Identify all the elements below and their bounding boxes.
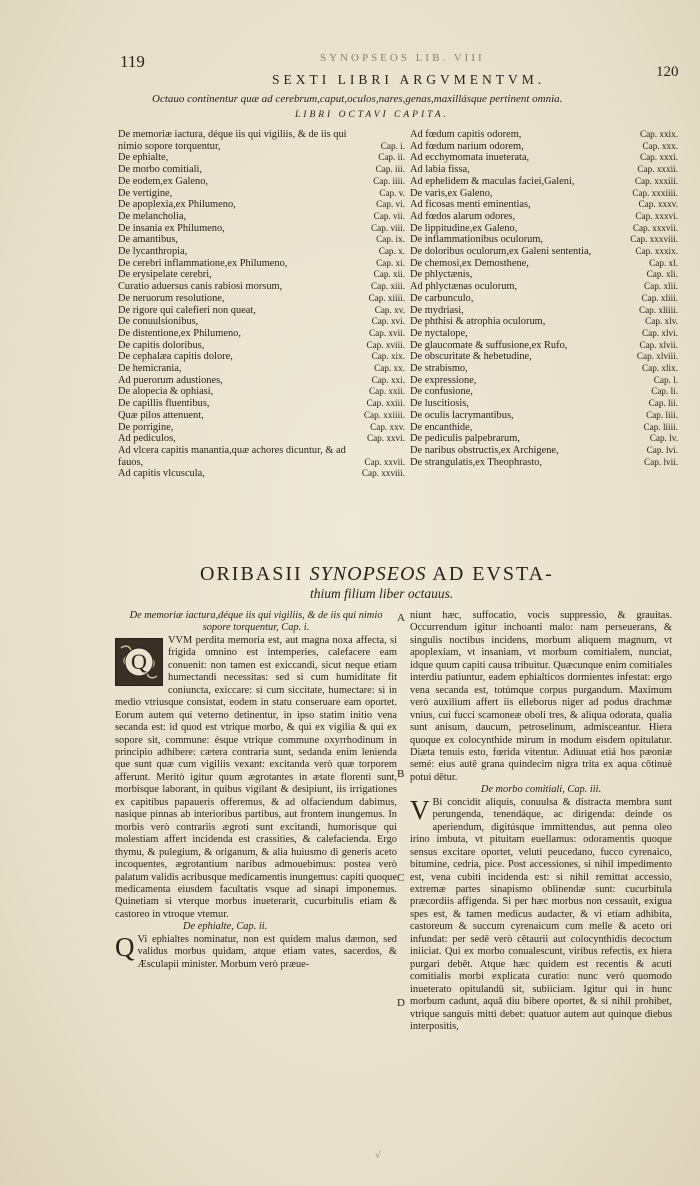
toc-entry <box>410 445 678 457</box>
toc-entry <box>118 141 405 153</box>
toc-entry-chapter: Cap. x. <box>378 246 405 257</box>
toc-entry-chapter: Cap. xlix. <box>642 363 678 374</box>
toc-entry-title: De cerebri inflammatione,ex Philumeno, <box>118 257 288 269</box>
book-title <box>200 563 554 586</box>
toc-entry-title: Ad ephelidem & maculas faciei,Galeni, <box>410 175 575 187</box>
chapter-2-heading: De ephialte, Cap. ii. <box>183 921 268 933</box>
page-number-left: 119 <box>120 52 145 71</box>
toc-entry-title: De morbo comitiali, <box>118 164 202 176</box>
toc-entry-title: De melancholia, <box>118 210 187 222</box>
toc-entry <box>118 176 405 188</box>
toc-entry-title: De alopecia & ophiasi, <box>118 386 214 398</box>
toc-entry-title: Ad capitis vlcuscula, <box>118 468 205 480</box>
toc-entry-title: Ad labia fissa, <box>410 164 470 176</box>
toc-entry-title: Ad fœdum capitis odorem, <box>410 129 522 140</box>
toc-entry-title: De doloribus oculorum,ex Galeni sententia, <box>410 246 592 258</box>
toc-entry-title: De vertigine, <box>118 187 173 199</box>
toc-entry <box>410 398 678 410</box>
toc-entry-chapter: Cap. vi. <box>376 199 405 210</box>
toc-entry <box>410 351 678 363</box>
toc-entry-chapter: Cap. xxx. <box>642 140 678 151</box>
toc-entry-chapter: Cap. xv. <box>374 304 405 315</box>
toc-entry-chapter: Cap. xxvii. <box>364 456 405 467</box>
chapter-3-body <box>410 794 672 1034</box>
toc-entry-chapter: Cap. xxxiii. <box>634 175 678 186</box>
toc-entry-title: De pediculis palpebrarum, <box>410 433 520 445</box>
toc-entry-chapter: Cap. xii. <box>373 269 405 280</box>
toc-entry <box>410 258 678 270</box>
toc-entry <box>410 316 678 328</box>
toc-entry-chapter: Cap. lv. <box>649 433 678 444</box>
toc-entry-title: De cephalæa capitis dolore, <box>118 351 233 363</box>
toc-entry <box>118 316 405 328</box>
toc-entry <box>118 164 405 176</box>
toc-entry-chapter: Cap. xxxviii. <box>630 234 678 245</box>
toc-entry-chapter: Cap. lii. <box>648 398 678 409</box>
toc-entry-chapter: Cap. xxxii. <box>637 164 678 175</box>
toc-entry-chapter: Cap. xxxvi. <box>635 210 678 221</box>
toc-entry-chapter: Cap. lvii. <box>644 456 678 467</box>
toc-entry-chapter: Cap. xxix. <box>639 129 678 139</box>
toc-entry <box>118 375 405 387</box>
toc-entry-title: De glaucomate & suffusione,ex Rufo, <box>410 339 568 351</box>
toc-entry-title: Ad fœdum narium odorem, <box>410 140 524 152</box>
toc-entry-title: De ephialte, <box>118 152 169 164</box>
toc-entry <box>118 351 405 363</box>
toc-entry-title: Ad ecchymomata inueterata, <box>410 152 530 164</box>
toc-entry-title: De chemosi,ex Demosthene, <box>410 257 529 269</box>
toc-entry-title: nimio sopore torquentur, <box>118 140 221 152</box>
toc-entry-title: Ad pediculos, <box>118 433 176 445</box>
toc-entry-title: De amantibus, <box>118 234 179 246</box>
toc-entry-chapter: Cap. v. <box>379 187 405 198</box>
table-of-contents-right <box>410 129 678 468</box>
toc-entry-chapter: Cap. l. <box>653 374 678 385</box>
toc-entry-title: De luscitiosis, <box>410 398 469 410</box>
toc-entry-title: De hemicrania, <box>118 363 182 375</box>
chapter-1-heading: De memoriæ iactura,déque iis qui vigiliis, & de iis qui nimio sopore torquentur, Cap. i. <box>129 610 383 634</box>
toc-entry <box>410 234 678 246</box>
toc-entry-chapter <box>399 129 405 141</box>
toc-entry <box>118 152 405 164</box>
toc-entry <box>410 433 678 445</box>
chapter-3-text: Bi concidit aliquis, conuulsa & distracta membra sunt perungenda, tenendáque, ac dirigenda: deinde os aperiendum, digitúsque immittendus, aut penna oleo irino imbuta, vt pituitam euellamus: odoramentis quoque sensus excitare oportet, veluti peucedano, fucco cyrenaico, bitumine, cedria, pice. Post accessiones, si nihil impedimento est, vena cubiti incidenda est: si nihil remittat accessio, extremæ partes sinapismo oblinendæ sunt: cucurbitula præcordiis affigenda. Si per hæc morbus non cessauit, exigua spes est, & tamen medicus audacter, & vi etiam adhibita, castoreum & succum cyrenaicum cum melle & aceto ori infundat: per sedē verò cētaurii aut colocynthidis decoctum iniiciat. Qui ex morbo conualescunt, viribus refectis, ex hiera purgari debēt. Atque hæc quidem est recentis & acuti comitialis morbi explicata curatio: nunc verò quomodo inueterato opitulandū sit, subiiciam. Igitur qui in hunc morbum cadunt, aquā diu bibere oportet, & si nihil prohibet, vtrique sanguis mitti debet: quatuor autem aut quinque diebus interpositis, <box>410 796 672 1032</box>
toc-entry-chapter: Cap. xlvi. <box>642 327 678 338</box>
toc-entry-chapter: Cap. xxxvii. <box>632 222 678 233</box>
toc-entry-chapter: Cap. xxi. <box>371 374 405 385</box>
toc-entry <box>410 340 678 352</box>
toc-entry <box>118 457 405 469</box>
toc-entry-title: De apoplexia,ex Philumeno, <box>118 199 236 211</box>
toc-entry <box>118 129 405 141</box>
toc-entry <box>118 410 405 422</box>
toc-entry <box>410 199 678 211</box>
toc-entry <box>410 457 678 469</box>
toc-entry-title: De insania ex Philumeno, <box>118 222 225 234</box>
toc-entry-chapter: Cap. xxxix. <box>635 246 678 257</box>
toc-entry-title: De capitis doloribus, <box>118 339 205 351</box>
page-number-right: 120 <box>656 64 679 80</box>
argument-intro: Octauo continentur quæ ad cerebrum,caput,oculos,nares,genas,maxillásque pertinent omnia. <box>152 93 563 105</box>
chapter-2-body <box>115 931 397 971</box>
toc-entry-title: De naribus obstructis,ex Archigene, <box>410 444 559 456</box>
toc-entry-chapter: Cap. xxii. <box>369 386 405 397</box>
toc-entry-title: Ad phlyctænas oculorum, <box>410 281 518 293</box>
toc-entry-chapter: Cap. xvii. <box>369 327 405 338</box>
toc-entry <box>410 164 678 176</box>
toc-entry-chapter: Cap. i. <box>380 140 405 151</box>
margin-letter-d: D <box>397 997 405 1009</box>
toc-entry-title: De porrigine, <box>118 421 174 433</box>
toc-entry-title: De inflammationibus oculorum, <box>410 234 544 246</box>
toc-entry-chapter <box>399 445 405 457</box>
toc-entry-title: Quæ pilos attenuent, <box>118 409 204 421</box>
margin-letter-a: A <box>397 612 405 624</box>
toc-entry <box>118 363 405 375</box>
toc-entry-chapter: Cap. xxxi. <box>639 152 678 163</box>
running-head: SYNOPSEOS LIB. VIII <box>320 52 485 64</box>
toc-entry-title: De oculis lacrymantibus, <box>410 409 514 421</box>
toc-entry <box>118 328 405 340</box>
toc-entry <box>118 234 405 246</box>
chapter-2-dropcap: Q <box>115 931 135 962</box>
toc-entry-title: De rigore qui calefieri non queat, <box>118 304 256 316</box>
toc-entry-title: De phlyctænis, <box>410 269 473 281</box>
toc-entry-chapter: Cap. xxvi. <box>366 433 405 444</box>
toc-entry <box>410 328 678 340</box>
toc-entry-title: De encanthide, <box>410 421 473 433</box>
title-synopseos: SYNOPSEOS <box>309 563 427 585</box>
toc-entry <box>410 363 678 375</box>
chapter-1-text: VVM perdita memoria est, aut magna noxa affecta, si frigida omnino est intemperies, calefacere eam conuenit: non tamen est exiccandi, sicut neque etiam humectandi necessitas: sed si cum humiditate fit coniuncta, exiccare: si cum siccitate, humectare: si in medio vtriusque consistat, eodem in statu conseruare eam oportet. Eorum autem qui veterno detinentur, in ipso statim initio vena secanda est: id quod est vtrique morbo, & qui ex vigilia & qui ex sopore sit, commune: ésque vtrique commune oxyrrhodinum in principio adhibere: cætera contraria sunt, sedanda enim lenienda que sunt quæ cum vigiliis vexant: excitanda verò quæ torporem afferunt. Meritò igitur quum ægrotantes in ætate florenti sunt, morbisque laborant, in quibus vigilant & desipiunt, iis irrigationes ex capitibus papaueris offeremus, & ad olfaciendum dabimus, nasique pinnas ab interioribus partibus, aut frontem inungemus. In morbis verò contrariis ægroti sunt excitandi, humorisque qui molestiam affert incidenda est crassities, & calefacienda. Ergo thymu, & pulegium, & origanum, & alia huiusmo di generis aceto incoquentes, ægrotantium naribus admouebimus: postea verò palatum validis acribusque medicamentis inungemus: capiti quoque medicamenta eiusdem facultatis vsque ad sinapi imponemus. Quinetiam si vterque morbus inueterarit, cucurbitulis etiam & castoreo in vtroque vtemur. <box>115 634 397 920</box>
toc-entry-chapter: Cap. xl. <box>649 257 678 268</box>
toc-entry-chapter: Cap. xlviii. <box>636 351 678 362</box>
toc-entry <box>118 468 405 480</box>
toc-entry-title: Ad ficosas menti eminentias, <box>410 199 531 211</box>
chapter-2-text: Vi ephialtes nominatur, non est quidem malus dæmon, sed validus morbus quidam, atque etiam vates, sacerdos, & Æsculapii minister. Morbum verò præue- <box>137 933 397 970</box>
toc-entry <box>118 223 405 235</box>
toc-entry <box>410 188 678 200</box>
ornate-dropcap <box>115 638 163 686</box>
toc-entry <box>410 269 678 281</box>
argument-title: SEXTI LIBRI ARGVMENTVM. <box>272 72 546 87</box>
toc-entry <box>118 386 405 398</box>
toc-entry <box>118 188 405 200</box>
toc-entry-chapter: Cap. li. <box>651 386 678 397</box>
chapters-heading: LIBRI OCTAVI CAPITA. <box>295 110 449 120</box>
toc-entry-title: De neruorum resolutione, <box>118 292 225 304</box>
chapter-3-heading: De morbo comitiali, Cap. iii. <box>480 784 602 796</box>
toc-entry <box>410 176 678 188</box>
toc-entry-title: Curatio aduersus canis rabiosi morsum, <box>118 281 283 293</box>
toc-entry <box>410 223 678 235</box>
toc-entry-title: De strabismo, <box>410 363 468 375</box>
toc-entry-chapter: Cap. viii. <box>371 222 405 233</box>
toc-entry-title: De capillis fluentibus, <box>118 398 210 410</box>
chapter-2-continued: niunt hæc, suffocatio, vocis suppressio, & grauitas. Occurrendum igitur inchoanti malo: nam perseuerans, & singulis noctibus incidens, morbum aliquem magnum, vt apoplexiam, vt insaniam, vt morbum comitialem, nunciat, idque quum capiti causa tribuitur. Quæcunque enim comitiales interdiu patiuntur, eadem ephialticos dormientes infestat: ergo vena secanda est, totúmque corpus purgandum. Maximum verò auxilium affert iis elleborus niger ad podus drachmæ vnius, cui fucci scamoneæ oboli tres, & aliqua odorata, qualia sunt anisum, daucum, petroselinum, admisceantur. Hiera quoque ex colocynthide mirum in modum eisdem opitulatur. Diæta tenuis esto, fœrida vitentur. Adiuuat etiá hos pæoniæ semé: eius autē grana quindecim nigra trita ex aqua cōtinuè potui dētur. <box>410 610 672 783</box>
toc-entry <box>118 305 405 317</box>
toc-entry-chapter: Cap. xxviii. <box>361 468 405 479</box>
toc-entry-chapter: Cap. xliiii. <box>638 304 678 315</box>
toc-entry-chapter: Cap. xvi. <box>371 316 405 327</box>
dropcap-ornament-icon <box>115 638 163 686</box>
toc-entry-title: De mydriasi, <box>410 304 464 316</box>
toc-entry <box>410 422 678 434</box>
toc-entry <box>410 386 678 398</box>
toc-entry-chapter: Cap. lvi. <box>646 444 678 455</box>
margin-letter-c: C <box>397 872 405 884</box>
toc-entry <box>410 246 678 258</box>
toc-entry <box>410 293 678 305</box>
toc-entry <box>410 129 678 141</box>
chapter-1-body <box>115 635 397 921</box>
dropcap-letter: Q <box>131 648 147 674</box>
toc-entry-chapter: Cap. xlvii. <box>639 339 678 350</box>
toc-entry-title: De lippitudine,ex Galeno, <box>410 222 518 234</box>
toc-entry <box>118 269 405 281</box>
toc-entry-chapter: Cap. xiii. <box>371 281 405 292</box>
toc-entry <box>410 211 678 223</box>
toc-entry-chapter: Cap. xliii. <box>641 292 678 303</box>
toc-entry-chapter: Cap. vii. <box>373 210 405 221</box>
table-of-contents-left <box>118 129 405 480</box>
toc-entry-title: De distentione,ex Philumeno, <box>118 327 241 339</box>
toc-entry <box>118 199 405 211</box>
toc-entry <box>118 445 405 457</box>
toc-entry-title: De strangulatis,ex Theophrasto, <box>410 456 542 468</box>
toc-entry-title: De expressione, <box>410 374 477 386</box>
toc-entry-chapter: Cap. xli. <box>646 269 678 280</box>
toc-entry <box>118 246 405 258</box>
toc-entry-chapter: Cap. xi. <box>376 257 405 268</box>
toc-entry-title: De varis,ex Galeno, <box>410 187 493 199</box>
toc-entry-title: De conuulsionibus, <box>118 316 199 328</box>
toc-entry <box>118 398 405 410</box>
toc-entry <box>118 433 405 445</box>
toc-entry <box>410 152 678 164</box>
toc-entry <box>118 293 405 305</box>
toc-entry-title: Ad fœdos alarum odores, <box>410 210 516 222</box>
toc-entry-chapter: Cap. xxxiiii. <box>632 187 678 198</box>
margin-letter-b: B <box>397 768 405 780</box>
toc-entry-title: De nyctalope, <box>410 327 468 339</box>
toc-entry-chapter: Cap. xviii. <box>366 339 405 350</box>
toc-entry <box>118 340 405 352</box>
toc-entry <box>410 281 678 293</box>
toc-entry <box>118 211 405 223</box>
toc-entry-title: De erysipelate cerebri, <box>118 269 212 281</box>
text-column-right <box>410 610 672 1033</box>
toc-entry-chapter: Cap. xx. <box>374 363 405 374</box>
toc-entry-chapter: Cap. xxxv. <box>638 199 678 210</box>
toc-entry-chapter: Cap. liiii. <box>643 421 678 432</box>
toc-entry-title: Ad vlcera capitis manantia,quæ achores dicuntur, & ad <box>118 444 346 456</box>
toc-entry-title: De eodem,ex Galeno, <box>118 175 209 187</box>
title-dedication: AD EVSTA- <box>432 563 554 585</box>
toc-entry-chapter: Cap. xix. <box>371 351 405 362</box>
toc-entry <box>118 422 405 434</box>
chapter-3-dropcap: V <box>410 794 430 825</box>
toc-entry-chapter: Cap. xxv. <box>370 421 405 432</box>
toc-entry-chapter: Cap. iiii. <box>373 175 405 186</box>
toc-entry <box>410 375 678 387</box>
toc-entry-title: fauos, <box>118 456 144 468</box>
toc-entry-chapter: Cap. ii. <box>378 152 405 163</box>
toc-entry-title: De phthisi & atrophia oculorum, <box>410 316 546 328</box>
toc-entry <box>410 305 678 317</box>
toc-entry-title: De obscuritate & hebetudine, <box>410 351 532 363</box>
title-author: ORIBASII <box>200 563 303 585</box>
toc-entry-chapter: Cap. liii. <box>646 409 678 420</box>
toc-entry <box>118 258 405 270</box>
toc-entry <box>118 281 405 293</box>
toc-entry-chapter: Cap. iii. <box>375 164 405 175</box>
toc-entry-title: Ad puerorum adustiones, <box>118 374 223 386</box>
toc-entry <box>410 410 678 422</box>
toc-entry-title: De confusione, <box>410 386 473 398</box>
book-subtitle: thium filium liber octauus. <box>310 586 454 601</box>
toc-entry-title: De memoriæ iacturа, déque iis qui vigiliis, & de iis qui <box>118 129 347 140</box>
toc-entry-chapter: Cap. xxiii. <box>366 398 405 409</box>
toc-entry <box>410 141 678 153</box>
toc-entry-chapter: Cap. xxiiii. <box>363 409 405 420</box>
toc-entry-chapter: Cap. xlii. <box>644 281 678 292</box>
toc-entry-chapter: Cap. ix. <box>376 234 405 245</box>
toc-entry-title: De carbunculo, <box>410 292 474 304</box>
toc-entry-title: De lycanthropia, <box>118 246 188 258</box>
foot-mark: √ <box>375 1150 381 1161</box>
toc-entry-chapter: Cap. xlv. <box>645 316 678 327</box>
text-column-left <box>115 610 397 971</box>
toc-entry-chapter: Cap. xiiii. <box>368 292 405 303</box>
